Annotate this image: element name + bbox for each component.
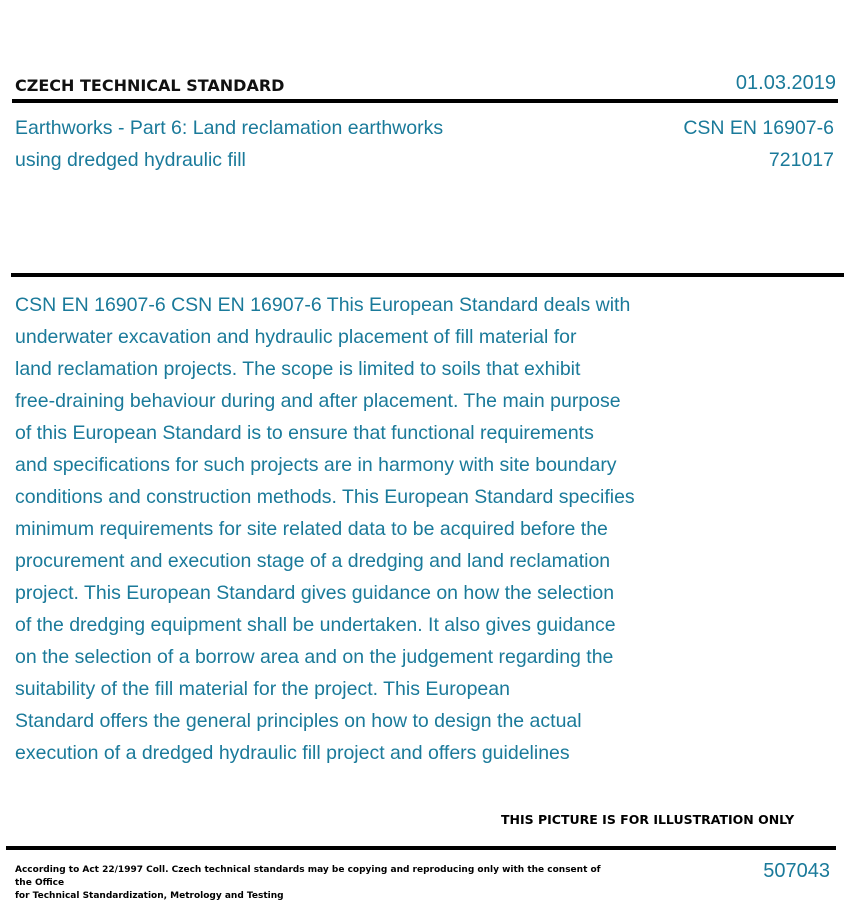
footer-rule xyxy=(6,846,836,850)
footer-note xyxy=(15,864,615,903)
body-line: free-draining behaviour during and after placement. The main purpose xyxy=(15,390,621,412)
body-line: of the dredging equipment shall be undertaken. It also gives guidance xyxy=(15,614,616,636)
body-line: execution of a dredged hydraulic fill project and offers guidelines xyxy=(15,742,570,764)
standard-code: CSN EN 16907-6 xyxy=(683,117,834,139)
body-line: underwater excavation and hydraulic placement of fill material for xyxy=(15,326,577,348)
body-line: conditions and construction methods. This European Standard specifies xyxy=(15,486,635,508)
header-rule xyxy=(12,99,838,103)
body-line: minimum requirements for site related data to be acquired before the xyxy=(15,518,608,540)
body-line: suitability of the fill material for the project. This European xyxy=(15,678,510,700)
footer-id: 507043 xyxy=(763,860,830,882)
body-line: procurement and execution stage of a dredging and land reclamation xyxy=(15,550,611,572)
body-line: CSN EN 16907-6 CSN EN 16907-6 This European Standard deals with xyxy=(15,294,631,316)
footer-note-line: for Technical Standardization, Metrology and Testing xyxy=(15,891,284,901)
header-date: 01.03.2019 xyxy=(735,72,836,94)
footer-note-line: According to Act 22/1997 Coll. Czech technical standards may be copying and reproducing only with the consent of the Office xyxy=(15,865,601,888)
standard-title-line-1: Earthworks - Part 6: Land reclamation earthworks xyxy=(15,117,444,139)
section-rule xyxy=(11,273,844,277)
body-line: land reclamation projects. The scope is limited to soils that exhibit xyxy=(15,358,581,380)
body-line: and specifications for such projects are in harmony with site boundary xyxy=(15,454,617,476)
illustration-note: THIS PICTURE IS FOR ILLUSTRATION ONLY xyxy=(501,812,795,827)
header-title: CZECH TECHNICAL STANDARD xyxy=(15,76,285,95)
body-line: Standard offers the general principles on how to design the actual xyxy=(15,710,582,732)
body-line: project. This European Standard gives guidance on how the selection xyxy=(15,582,615,604)
standard-title-line-2: using dredged hydraulic fill xyxy=(15,149,246,171)
body-text xyxy=(15,289,735,769)
standard-number: 721017 xyxy=(768,149,834,171)
body-line: of this European Standard is to ensure that functional requirements xyxy=(15,422,594,444)
body-line: on the selection of a borrow area and on the judgement regarding the xyxy=(15,646,614,668)
